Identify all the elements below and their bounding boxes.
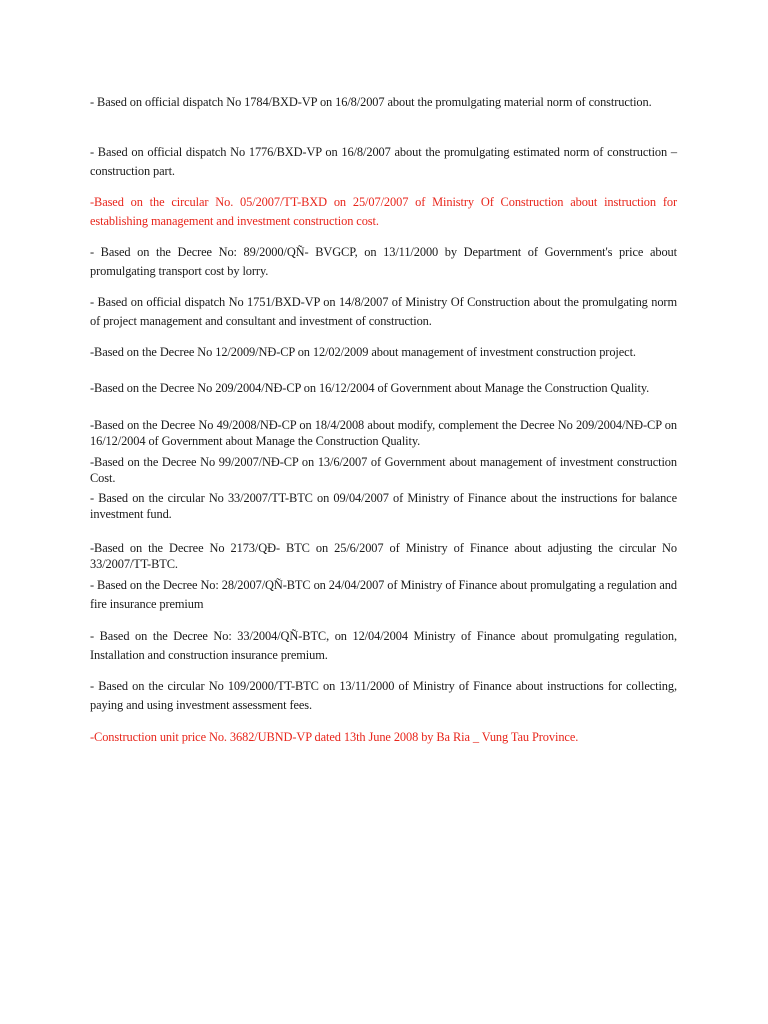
paragraph-circular-05-2007: -Based on the circular No. 05/2007/TT-BXD on 25/07/2007 of Ministry Of Construction about instruction for establishing management and investment construction cost.: [90, 195, 677, 228]
paragraph-decree-28-2007: - Based on the Decree No: 28/2007/QÑ-BTC on 24/04/2007 of Ministry of Finance about promulgating a regulation and fire insurance premium: [90, 578, 677, 611]
paragraph-dispatch-1784: - Based on official dispatch No 1784/BXD-VP on 16/8/2007 about the promulgating material norm of construction.: [90, 95, 652, 109]
paragraph-decree-12-2009: -Based on the Decree No 12/2009/NĐ-CP on 12/02/2009 about management of investment construction project.: [90, 345, 636, 359]
paragraph-circular-33-2007: - Based on the circular No 33/2007/TT-BTC on 09/04/2007 of Ministry of Finance about the instructions for balance investment fund.: [90, 491, 677, 521]
paragraph-decree-2173: -Based on the Decree No 2173/QĐ- BTC on 25/6/2007 of Ministry of Finance about adjusting the circular No 33/2007/TT-BTC.: [90, 541, 677, 571]
paragraph-dispatch-1751: - Based on official dispatch No 1751/BXD-VP on 14/8/2007 of Ministry Of Construction about the promulgating norm of project management and consultant and investment of construction.: [90, 295, 677, 328]
paragraph-decree-99-2007: -Based on the Decree No 99/2007/NĐ-CP on 13/6/2007 of Government about management of investment construction Cost.: [90, 455, 677, 485]
paragraph-decree-209-2004: -Based on the Decree No 209/2004/NĐ-CP on 16/12/2004 of Government about Manage the Construction Quality.: [90, 381, 650, 395]
paragraph-decree-89-2000: - Based on the Decree No: 89/2000/QÑ- BVGCP, on 13/11/2000 by Department of Government's price about promulgating transport cost by lorry.: [90, 245, 677, 278]
paragraph-decree-33-2004: - Based on the Decree No: 33/2004/QÑ-BTC, on 12/04/2004 Ministry of Finance about promulgating regulation, Installation and construction insurance premium.: [90, 629, 677, 662]
paragraph-dispatch-1776: - Based on official dispatch No 1776/BXD-VP on 16/8/2007 about the promulgating estimated norm of construction – construction part.: [90, 145, 677, 178]
paragraph-circular-109-2000: - Based on the circular No 109/2000/TT-BTC on 13/11/2000 of Ministry of Finance about instructions for collecting, paying and using investment assessment fees.: [90, 679, 677, 712]
paragraph-unit-price-3682: -Construction unit price No. 3682/UBND-VP dated 13th June 2008 by Ba Ria _ Vung Tau Province.: [90, 730, 579, 744]
paragraph-decree-49-2008: -Based on the Decree No 49/2008/NĐ-CP on 18/4/2008 about modify, complement the Decree No 209/2004/NĐ-CP on 16/12/2004 of Government about Manage the Construction Quality.: [90, 418, 677, 448]
